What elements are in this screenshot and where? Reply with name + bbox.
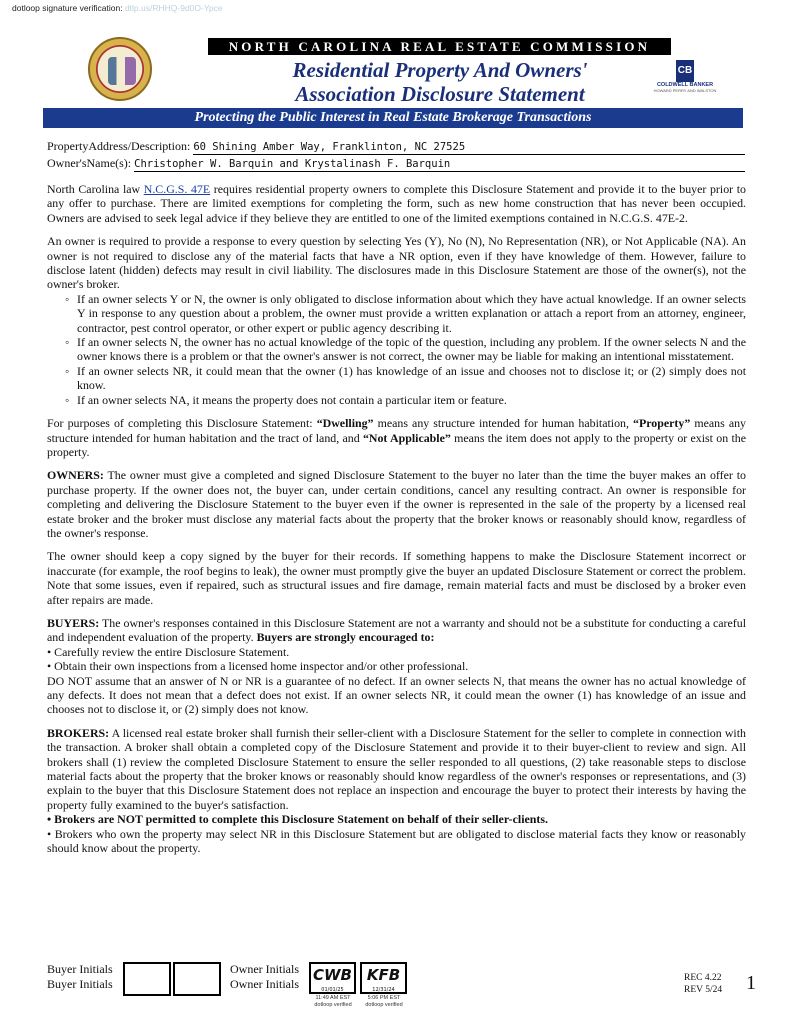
bullet-y-n: ◦ If an owner selects Y or N, the owner is only obligated to disclose information about which they have actual knowledge. If an owner selects Y in response to any question about a problem, the owner must provide a written explanation or attach a report from an attorney, engineer, contractor, pest control operator, or other expert or public agency describing it.	[67, 292, 746, 335]
bullet-na: ◦ If an owner selects NA, it means the property does not contain a particular item or feature.	[67, 393, 746, 407]
brokers-heading: BROKERS:	[47, 725, 110, 740]
owner-1-stamp	[307, 995, 359, 1008]
tagline-banner: Protecting the Public Interest in Real Estate Brokerage Transactions	[43, 108, 743, 128]
form-revision	[684, 972, 722, 996]
buyers-bullet-1: • Carefully review the entire Disclosure Statement.	[47, 644, 290, 659]
owner-initials-label: Owner Initials	[230, 977, 299, 991]
buyers-heading: BUYERS:	[47, 615, 100, 630]
owner-1-note: dotloop verified	[314, 1001, 352, 1008]
brokers-bullet-1: • Brokers are NOT permitted to complete this Disclosure Statement on behalf of their seller-clients.	[47, 812, 548, 827]
owners-rule	[140, 171, 745, 172]
owner-2-initials: KFB	[366, 966, 401, 984]
owner-2-time: 5:06 PM EST	[367, 995, 401, 1001]
owner-initials-label: Owner Initials	[230, 962, 299, 976]
brokers-paragraph	[47, 726, 746, 856]
commission-banner: NORTH CAROLINA REAL ESTATE COMMISSION	[208, 38, 671, 55]
text: North Carolina law	[47, 182, 144, 196]
owners-value[interactable]: Christopher W. Barquin and Krystalinash F. Barquin	[134, 158, 451, 170]
text: means any structure intended for human habitation,	[373, 416, 634, 431]
rev-number: REV 5/24	[684, 985, 723, 995]
text: For purposes of completing this Disclosure Statement:	[47, 416, 317, 431]
text: means any structure intended for human habitation and the tract of land, and	[47, 416, 746, 445]
owner-copy-paragraph: The owner should keep a copy signed by the buyer for their records. If something happens to make the Disclosure Statement incorrect or inaccurate (for example, the roof begins to leak), the owner must promptly give the buyer an updated Disclosure Statement or correct the problem. Note that some issues, even if repaired, such as structural issues and fire damage, remain material facts and must be disclosed by a broker even after repairs are made.	[47, 549, 746, 607]
bullet-nr: ◦ If an owner selects NR, it could mean that the owner (1) has knowledge of an issue and chooses not to disclose it; or (2) simply does not know.	[67, 364, 746, 393]
disclosure-body	[47, 182, 746, 864]
owner-initials-labels	[230, 962, 299, 992]
buyer-initials-label: Buyer Initials	[47, 977, 113, 991]
buyers-encouraged: Buyers are strongly encouraged to:	[256, 630, 435, 645]
owner-2-stamp	[358, 995, 410, 1008]
term-not-applicable: “Not Applicable”	[362, 430, 451, 445]
intro-paragraph	[47, 182, 746, 225]
definitions-paragraph	[47, 416, 746, 459]
brand-sub: HOWARD PERRY AND WALSTON	[653, 88, 717, 93]
brokers-bullet-2: • Brokers who own the property may select NR in this Disclosure Statement but are obligated to disclose material facts they know or reasonably should know about the property.	[47, 826, 746, 856]
address-label: PropertyAddress/Description:	[47, 139, 191, 153]
owners-name-field	[47, 156, 450, 172]
cb-logo-icon: CB	[676, 60, 694, 82]
seal-figures-icon	[108, 57, 136, 85]
verification-code[interactable]: dtlp.us/RHHQ-9d0O-Ypce	[124, 3, 223, 13]
buyers-warning: DO NOT assume that an answer of N or NR is a guarantee of no defect. If an owner selects N, that means the owner has no actual knowledge of any defects. It does not mean that a defect does not exist. If an owner selects NR, it could mean the owner (1) has knowledge of an issue and chooses not to disclose it, or (2) simply does not know.	[47, 673, 746, 717]
page-number: 1	[746, 972, 756, 994]
property-address-field	[47, 139, 465, 155]
response-bullets	[67, 292, 746, 407]
nc-state-seal	[88, 37, 152, 101]
owner-2-note: dotloop verified	[365, 1001, 403, 1008]
bullet-n: ◦ If an owner selects N, the owner has no actual knowledge of the topic of the question, including any problem. If the owner selects N and the owner knows there is a problem or that the owner's answer is not correct, the owner may be liable for making an intentional misstatement.	[67, 335, 746, 364]
signature-verification	[12, 3, 223, 13]
buyers-paragraph	[47, 616, 746, 717]
rec-number: REC 4.22	[684, 973, 722, 983]
buyer-initials-labels	[47, 962, 113, 992]
owner-initials-box-2[interactable]	[360, 962, 407, 994]
document-title	[250, 58, 630, 106]
term-dwelling: “Dwelling”	[316, 416, 374, 431]
owner-1-time: 11:49 AM EST	[315, 995, 351, 1001]
buyer-initials-label: Buyer Initials	[47, 962, 113, 976]
ncgs-47e-link[interactable]: N.C.G.S. 47E	[143, 182, 211, 196]
buyer-initials-box-1[interactable]	[123, 962, 171, 996]
text: requires residential property owners to complete this Disclosure Statement and provide it to the buyer prior to any offer to purchase. There are limited exemptions for completing the form, such as new home construction that has never been occupied. Owners are advised to seek legal advice if they believe they are entitled to one of the limited exemptions contained in N.C.G.S. 47E-2.	[47, 182, 746, 225]
owner-initials-box-1[interactable]	[309, 962, 356, 994]
owner-1-initials: CWB	[313, 966, 352, 984]
title-line-1: Residential Property And Owners'	[292, 58, 588, 82]
owner-1-date: 01/01/25	[321, 987, 344, 993]
verification-label: dotloop signature verification:	[12, 3, 123, 13]
response-paragraph: An owner is required to provide a response to every question by selecting Yes (Y), No (N), No Representation (NR), or Not Applicable (NA). An owner is not required to disclose any of the material facts that have a NR option, even if they have knowledge of them. However, failure to disclose latent (hidden) defects may result in civil liability. The disclosures made in this Disclosure Statement are those of the owner(s), not the owner's broker.	[47, 234, 746, 292]
text: means the item does not apply to the property or exist on the property.	[47, 430, 746, 459]
brand-name: COLDWELL BANKER	[656, 82, 714, 88]
term-property: “Property”	[633, 416, 691, 431]
owners-heading: OWNERS:	[47, 468, 104, 483]
owners-paragraph	[47, 468, 746, 540]
coldwell-banker-logo	[650, 60, 720, 93]
title-line-2: Association Disclosure Statement	[295, 82, 585, 106]
address-rule	[200, 154, 745, 155]
buyers-bullet-2: • Obtain their own inspections from a licensed home inspector and/or other professional.	[47, 659, 469, 674]
text: The owner's responses contained in this Disclosure Statement are not a warranty and should not be a substitute for conducting a careful and independent evaluation of the property.	[47, 615, 746, 645]
owners-label: Owner'sName(s):	[47, 156, 132, 170]
text: The owner must give a completed and signed Disclosure Statement to the buyer no later than the time the buyer makes an offer to purchase property. If the owner does not, the buyer can, under certain conditions, cancel any resulting contract. An owner is responsible for completing and delivering the Disclosure Statement to the buyer even if the owner is represented in the sale of the property by a licensed real estate broker and the broker must disclose any material facts about the property that the broker knows or reasonably should know, regardless of the owner's response.	[47, 468, 746, 540]
buyer-initials-box-2[interactable]	[173, 962, 221, 996]
owner-2-date: 12/31/24	[372, 987, 395, 993]
address-value[interactable]: 60 Shining Amber Way, Franklinton, NC 27525	[193, 141, 466, 153]
text: A licensed real estate broker shall furnish their seller-client with a Disclosure Statement for the seller to complete in connection with the transaction. A broker shall obtain a completed copy of the Disclosure Statement and provide it to their buyer-client to review and sign. All brokers shall (1) review the completed Disclosure Statement to ensure the seller responded to all questions, (2) take reasonable steps to disclose material facts about the property that the broker knows or reasonably should know regardless of the owner's responses or representations, and (3) explain to the buyer that this Disclosure Statement does not replace an inspection and encourage the buyer to protect their interests by having the property fully examined to the buyer's satisfaction.	[47, 725, 746, 812]
